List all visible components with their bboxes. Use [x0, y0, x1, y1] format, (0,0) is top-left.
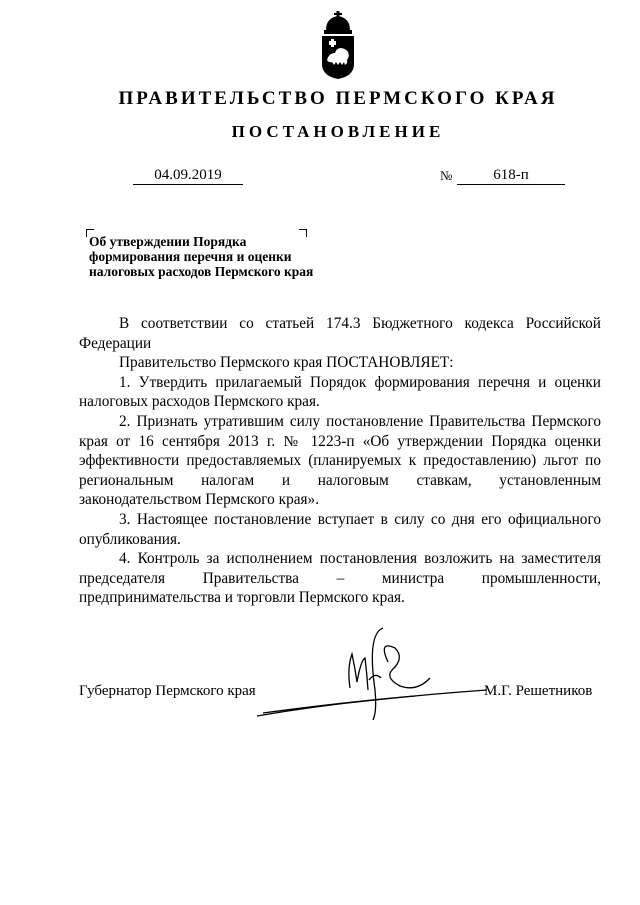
body-paragraph-item-3: 3. Настоящее постановление вступает в силу со дня его официального опубликования.	[79, 510, 601, 548]
handwritten-signature	[255, 620, 490, 720]
body-paragraph-preamble: В соответствии со статьей 174.3 Бюджетного кодекса Российской Федерации	[79, 315, 601, 352]
document-date-value: 04.09.2019	[154, 167, 222, 183]
body-paragraph-item-2: 2. Признать утратившим силу постановление Правительства Пермского края от 16 сентября 2013 г. № 1223-п «Об утверждении Порядка оценки эффективности предоставляемых (планируемых к предоставлению) льгот по региональным налогам и налоговым ставкам, установленным законодательством Пермского края».	[79, 412, 601, 509]
body-paragraph-item-1: 1. Утвердить прилагаемый Порядок формирования перечня и оценки налоговых расходов Пермского края.	[79, 373, 601, 411]
signatory-position: Губернатор Пермского края	[79, 683, 256, 699]
number-sign: №	[440, 168, 453, 183]
signatory-name: М.Г. Решетников	[484, 683, 593, 699]
document-number	[457, 166, 565, 185]
document-type: ПОСТАНОВЛЕНИЕ	[231, 122, 445, 141]
body-paragraph-resolves: Правительство Пермского края ПОСТАНОВЛЯЕТ:	[119, 354, 454, 372]
document-number-value: 618-п	[493, 167, 529, 183]
subject-line-3: налоговых расходов Пермского края	[89, 264, 314, 279]
document-body	[79, 314, 601, 608]
subject-line-1: Об утверждении Порядка	[89, 234, 247, 249]
perm-coat-of-arms-icon	[316, 10, 360, 80]
document-subject	[89, 234, 369, 279]
government-title: ПРАВИТЕЛЬСТВО ПЕРМСКОГО КРАЯ	[118, 88, 558, 109]
subject-line-2: формирования перечня и оценки	[89, 249, 292, 264]
document-date	[133, 166, 243, 185]
body-paragraph-item-4: 4. Контроль за исполнением постановления возложить на заместителя председателя Правительства – министра промышленности, предпринимательства и торговли Пермского края.	[79, 550, 601, 607]
